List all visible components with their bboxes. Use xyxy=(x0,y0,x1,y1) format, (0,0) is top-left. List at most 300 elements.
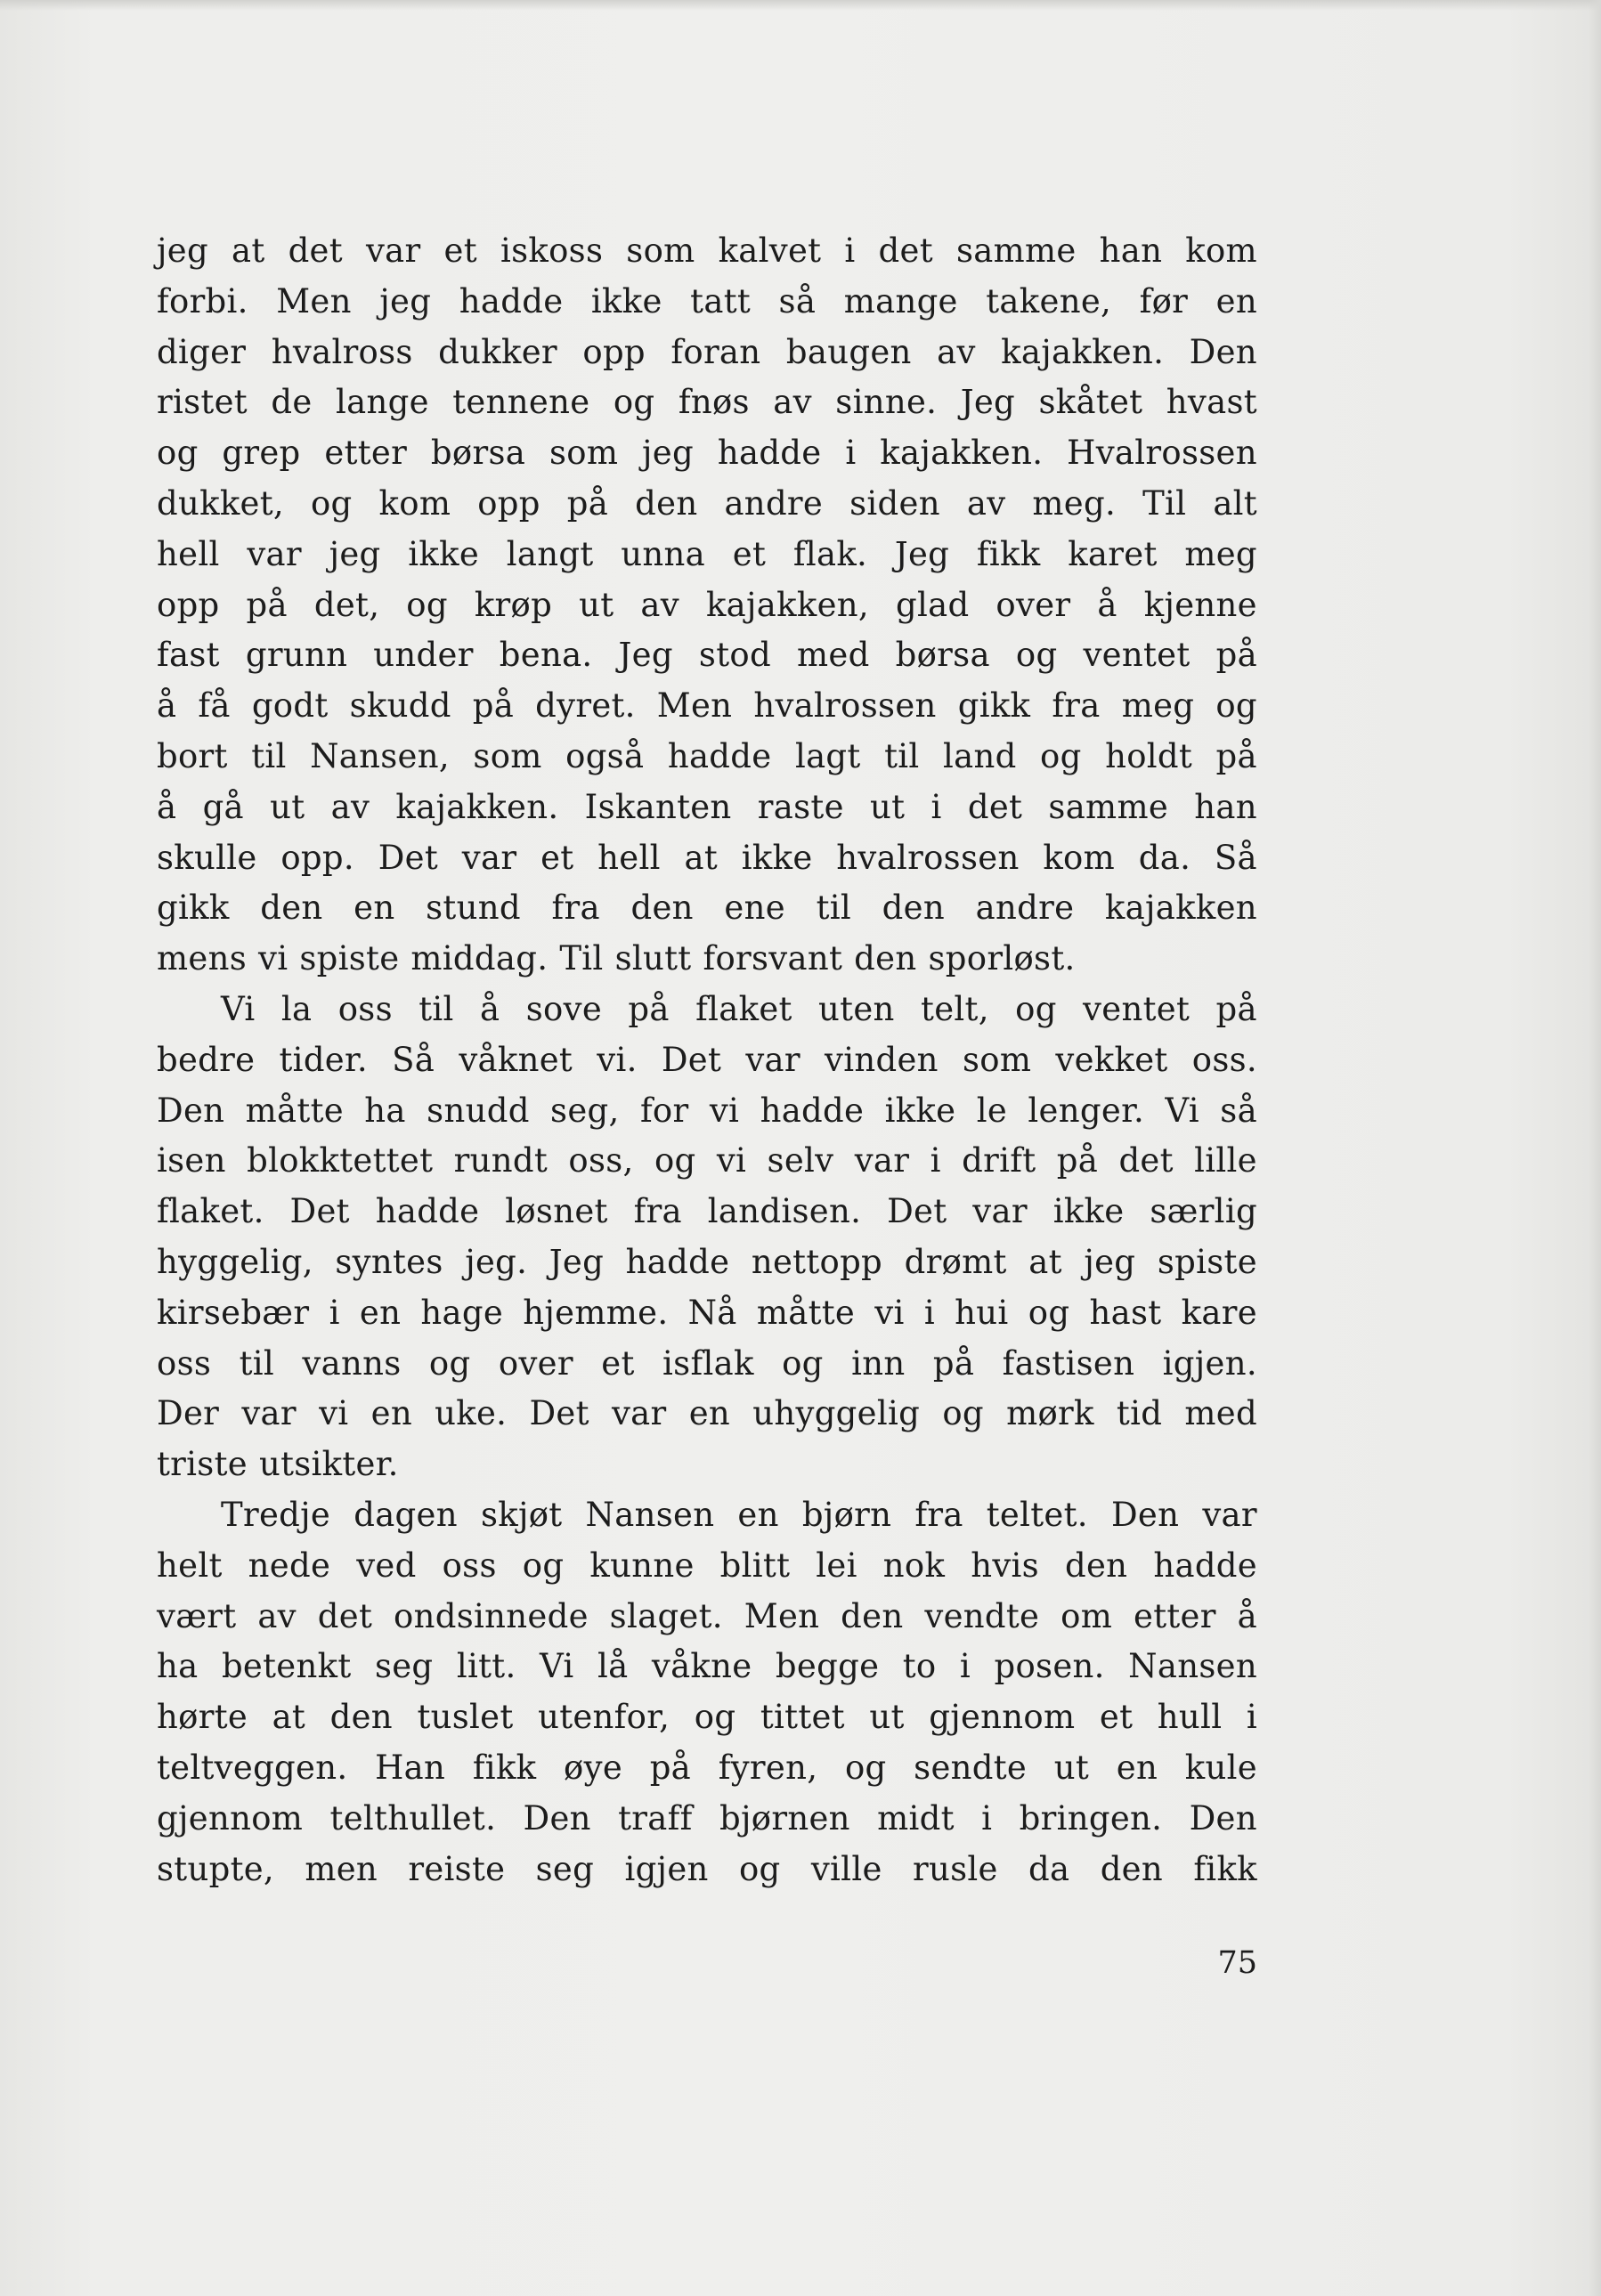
word: tid xyxy=(1116,1394,1163,1433)
word: ikke xyxy=(408,534,480,573)
text-line xyxy=(157,328,1257,378)
word: fra xyxy=(1052,686,1101,726)
word: oss xyxy=(337,989,393,1028)
word: å xyxy=(1237,1596,1257,1635)
word: en xyxy=(370,1394,412,1433)
text-line xyxy=(157,1794,1257,1845)
word: løsnet xyxy=(505,1192,608,1231)
word: at xyxy=(232,231,265,270)
word: fra xyxy=(633,1192,682,1231)
word: glad xyxy=(895,585,970,624)
word: gikk xyxy=(157,888,230,928)
word: hvalrossen xyxy=(753,686,937,726)
word: iskoss xyxy=(500,231,604,270)
word: så xyxy=(1220,1091,1257,1130)
word: med xyxy=(1184,1394,1257,1433)
word: ha xyxy=(364,1091,406,1130)
word: seg xyxy=(535,1849,595,1888)
body-text xyxy=(157,226,1257,1894)
word: stod xyxy=(698,636,771,675)
word: fra xyxy=(551,888,600,928)
word: ventet xyxy=(1083,989,1191,1028)
word: Vi xyxy=(1165,1091,1199,1130)
word: på xyxy=(1215,736,1257,775)
word: ondsinnede xyxy=(394,1596,589,1635)
word: i xyxy=(981,1798,993,1838)
word: jeg xyxy=(1084,1242,1136,1281)
word: reiste xyxy=(408,1849,506,1888)
word: helt xyxy=(157,1546,223,1585)
word: bjørnen xyxy=(719,1798,850,1838)
text-line xyxy=(157,1136,1257,1187)
word: rusle xyxy=(912,1849,998,1888)
word: det xyxy=(967,787,1023,826)
word: et xyxy=(732,534,767,573)
word: var xyxy=(854,1141,910,1180)
text-line xyxy=(157,428,1257,479)
word: ut xyxy=(869,1698,905,1737)
word: øye xyxy=(564,1748,623,1787)
word: nede xyxy=(248,1546,331,1585)
word: Men xyxy=(276,281,352,320)
word: i xyxy=(845,434,857,473)
word: sinne. xyxy=(835,383,938,422)
text-line xyxy=(157,580,1257,631)
word: samme xyxy=(955,231,1077,270)
word: vi xyxy=(874,1293,905,1332)
word: var xyxy=(611,1394,667,1433)
word: to xyxy=(902,1647,937,1686)
word: kajakken, xyxy=(705,585,869,624)
word: flaket xyxy=(695,989,792,1028)
word: Vi xyxy=(221,989,256,1028)
word: etter xyxy=(1134,1596,1216,1635)
word: bort xyxy=(157,736,228,775)
word: og xyxy=(522,1546,565,1585)
word: meg xyxy=(1184,534,1257,573)
word: av xyxy=(966,483,1006,523)
word: han xyxy=(1099,231,1163,270)
word: dyret. xyxy=(535,686,636,726)
word: i xyxy=(931,787,942,826)
word: fast xyxy=(157,636,220,675)
word: fastisen xyxy=(1002,1343,1135,1383)
word: hell xyxy=(157,534,220,573)
word: karet xyxy=(1068,534,1158,573)
word: tuslet xyxy=(417,1698,514,1737)
word: takene, xyxy=(986,281,1112,320)
word: samme xyxy=(1048,787,1169,826)
word: og xyxy=(738,1849,781,1888)
word: på xyxy=(649,1748,692,1787)
word: vært xyxy=(157,1596,237,1635)
word: den xyxy=(630,888,694,928)
word: hadde xyxy=(459,281,564,320)
word: var xyxy=(365,231,421,270)
word: Det xyxy=(887,1192,947,1231)
word: fikk xyxy=(976,534,1041,573)
word: Tredje xyxy=(221,1495,331,1534)
text-line xyxy=(157,377,1257,428)
word: gjennom xyxy=(157,1798,304,1838)
word: betenkt xyxy=(221,1647,352,1686)
word: og xyxy=(1015,636,1058,675)
word: en xyxy=(737,1495,779,1534)
word: kalvet xyxy=(718,231,822,270)
word: kajakken. xyxy=(1001,332,1165,371)
word: over xyxy=(498,1343,573,1383)
word: hadde xyxy=(1153,1546,1257,1585)
word: Det xyxy=(378,838,439,877)
word: det xyxy=(878,231,933,270)
text-line xyxy=(157,1845,1257,1895)
word: av xyxy=(773,383,812,422)
word: den xyxy=(854,939,917,978)
word: på xyxy=(628,989,670,1028)
word: Jeg xyxy=(960,383,1016,422)
word: og xyxy=(406,585,448,624)
word: var xyxy=(972,1192,1028,1231)
word: så xyxy=(778,281,817,320)
word: sporløst. xyxy=(928,939,1076,978)
word: på xyxy=(1215,636,1257,675)
word: stupte, xyxy=(157,1849,274,1888)
word: gjennom xyxy=(929,1698,1076,1737)
word: lange xyxy=(336,383,429,422)
word: spiste xyxy=(1157,1242,1257,1281)
word: og xyxy=(942,1394,984,1433)
word: Nansen, xyxy=(310,736,450,775)
word: at xyxy=(1028,1242,1062,1281)
word: baugen xyxy=(785,332,912,371)
text-line xyxy=(157,1187,1257,1237)
word: de xyxy=(271,383,313,422)
text-line xyxy=(157,1086,1257,1137)
word: Han xyxy=(375,1748,446,1787)
word: til xyxy=(239,1343,274,1383)
word: kare xyxy=(1181,1293,1257,1332)
word: en xyxy=(1215,281,1257,320)
word: isen xyxy=(157,1141,226,1180)
word: ville xyxy=(810,1849,882,1888)
word: rundt xyxy=(453,1141,549,1180)
word: tatt xyxy=(690,281,752,320)
word: børsa xyxy=(895,636,990,675)
word: den xyxy=(1100,1849,1163,1888)
word: som xyxy=(962,1040,1032,1079)
word: vi xyxy=(709,1091,740,1130)
word: oss xyxy=(157,1343,212,1383)
word: blokktettet xyxy=(247,1141,434,1180)
word: sendte xyxy=(914,1748,1028,1787)
word: lille xyxy=(1194,1141,1257,1180)
text-line xyxy=(157,1440,1257,1490)
word: foran xyxy=(670,332,761,371)
word: særlig xyxy=(1150,1192,1257,1231)
word: til xyxy=(419,989,454,1028)
word: opp xyxy=(477,483,540,523)
word: mange xyxy=(843,281,958,320)
word: hadde xyxy=(625,1242,730,1281)
word: fra xyxy=(914,1495,963,1534)
word: tittet xyxy=(760,1698,845,1737)
word: seg, xyxy=(550,1091,620,1130)
word: som xyxy=(473,736,542,775)
word: skulle xyxy=(157,838,257,877)
word: for xyxy=(639,1091,689,1130)
word: Til xyxy=(1142,483,1187,523)
word: syntes xyxy=(335,1242,443,1281)
word: ved xyxy=(356,1546,417,1585)
word: dukket, xyxy=(157,483,284,523)
word: hyggelig, xyxy=(157,1242,313,1281)
word: igjen. xyxy=(1162,1343,1257,1383)
word: opp. xyxy=(280,838,354,877)
word: kajakken. xyxy=(395,787,559,826)
word: teltet. xyxy=(986,1495,1088,1534)
text-line xyxy=(157,1692,1257,1743)
word: Til xyxy=(559,939,604,978)
word: og xyxy=(1028,1293,1070,1332)
word: ristet xyxy=(157,383,248,422)
text-line xyxy=(157,833,1257,884)
text-line xyxy=(157,1592,1257,1643)
word: begge xyxy=(775,1647,880,1686)
word: på xyxy=(1215,989,1257,1028)
text-line xyxy=(157,985,1257,1035)
word: slutt xyxy=(614,939,692,978)
word: krøp xyxy=(474,585,553,624)
word: Den xyxy=(523,1798,591,1838)
word: den xyxy=(329,1698,393,1737)
word: og xyxy=(844,1748,887,1787)
word: hadde xyxy=(760,1091,865,1130)
word: lei xyxy=(816,1546,857,1585)
text-line xyxy=(157,530,1257,580)
word: opp xyxy=(582,332,646,371)
word: i xyxy=(329,1293,340,1332)
word: fikk xyxy=(472,1748,537,1787)
word: hull xyxy=(1157,1698,1223,1737)
word: et xyxy=(443,231,477,270)
word: snudd xyxy=(427,1091,530,1130)
word: få xyxy=(198,686,231,726)
word: den xyxy=(1065,1546,1128,1585)
text-line xyxy=(157,277,1257,328)
page-number: 75 xyxy=(1217,1945,1257,1981)
word: oss xyxy=(442,1546,497,1585)
word: Men xyxy=(744,1596,820,1635)
word: og xyxy=(428,1343,471,1383)
word: kajakken xyxy=(1104,888,1257,928)
text-line xyxy=(157,681,1257,732)
word: Hvalrossen xyxy=(1067,434,1257,473)
word: jeg xyxy=(642,434,694,473)
word: i xyxy=(1246,1698,1257,1737)
word: kule xyxy=(1184,1748,1257,1787)
word: teltveggen. xyxy=(157,1748,348,1787)
word: Den xyxy=(1189,332,1257,371)
word: da. xyxy=(1138,838,1191,877)
word: av xyxy=(257,1596,297,1635)
text-line xyxy=(157,1490,1257,1541)
word: av xyxy=(330,787,370,826)
word: en xyxy=(354,888,395,928)
word: om xyxy=(1061,1596,1113,1635)
word: å xyxy=(1097,585,1117,624)
word: det xyxy=(317,1596,373,1635)
word: ha xyxy=(157,1647,199,1686)
word: hørte xyxy=(157,1698,248,1737)
word: Jeg xyxy=(549,1242,605,1281)
word: Jeg xyxy=(618,636,673,675)
text-line xyxy=(157,1541,1257,1592)
word: hadde xyxy=(375,1192,480,1231)
word: hage xyxy=(420,1293,504,1332)
word: grep xyxy=(222,434,301,473)
page-top-edge xyxy=(0,0,1601,11)
word: meg. xyxy=(1032,483,1117,523)
word: ikke xyxy=(884,1091,956,1130)
word: var xyxy=(461,838,517,877)
word: uten xyxy=(818,989,895,1028)
word: ikke xyxy=(741,838,813,877)
word: posen. xyxy=(994,1647,1105,1686)
text-line xyxy=(157,1035,1257,1086)
word: av xyxy=(640,585,679,624)
word: var xyxy=(241,1394,297,1433)
word: mens xyxy=(157,939,247,978)
word: Jeg xyxy=(894,534,950,573)
word: våknet xyxy=(459,1040,573,1079)
word: vanns xyxy=(302,1343,402,1383)
word: uhyggelig xyxy=(752,1394,921,1433)
word: hvis xyxy=(971,1546,1039,1585)
word: ventet xyxy=(1083,636,1191,675)
word: kirsebær xyxy=(157,1293,310,1332)
word: jeg xyxy=(329,534,381,573)
word: mørk xyxy=(1006,1394,1094,1433)
word: til xyxy=(816,888,852,928)
word: kom xyxy=(1043,838,1115,877)
word: før xyxy=(1139,281,1189,320)
text-line xyxy=(157,1642,1257,1692)
word: utenfor, xyxy=(538,1698,670,1737)
word: kajakken. xyxy=(880,434,1044,473)
word: jeg xyxy=(379,281,432,320)
word: og xyxy=(654,1141,696,1180)
word: vi xyxy=(716,1141,747,1180)
word: ut xyxy=(869,787,906,826)
word: å xyxy=(480,989,500,1028)
word: på xyxy=(1056,1141,1099,1180)
word: lå xyxy=(597,1647,629,1686)
word: kom xyxy=(378,483,451,523)
word: ikke xyxy=(1052,1192,1125,1231)
word: et xyxy=(1099,1698,1134,1737)
word: hvalrossen xyxy=(836,838,1020,877)
word: vi xyxy=(258,939,289,978)
word: på xyxy=(566,483,609,523)
word: over xyxy=(996,585,1071,624)
word: den xyxy=(260,888,323,928)
word: forbi. xyxy=(157,281,248,320)
word: den xyxy=(882,888,945,928)
word: forsvant xyxy=(703,939,843,978)
word: vendte xyxy=(924,1596,1040,1635)
word: seg xyxy=(374,1647,434,1686)
word: skjøt xyxy=(480,1495,563,1534)
word: andre xyxy=(975,888,1075,928)
word: oss, xyxy=(568,1141,634,1180)
word: og xyxy=(157,434,199,473)
word: fikk xyxy=(1193,1849,1257,1888)
text-line xyxy=(157,226,1257,277)
word: igjen xyxy=(624,1849,709,1888)
word: gikk xyxy=(957,686,1031,726)
word: telthullet. xyxy=(329,1798,497,1838)
word: og xyxy=(613,383,655,422)
word: og xyxy=(1040,736,1082,775)
word: lenger. xyxy=(1028,1091,1145,1130)
word: i xyxy=(923,1293,935,1332)
word: andre xyxy=(724,483,824,523)
word: i xyxy=(959,1647,971,1686)
word: av xyxy=(937,332,976,371)
word: hvast xyxy=(1166,383,1257,422)
text-line xyxy=(157,1237,1257,1288)
word: la xyxy=(280,989,313,1028)
word: vinden xyxy=(825,1040,939,1079)
word: Det xyxy=(529,1394,589,1433)
word: måtte xyxy=(245,1091,344,1130)
word: Nansen xyxy=(585,1495,715,1534)
word: et xyxy=(540,838,574,877)
text-line xyxy=(157,630,1257,681)
word: oss. xyxy=(1191,1040,1257,1079)
word: meg xyxy=(1121,686,1195,726)
word: fnøs xyxy=(678,383,750,422)
word: å xyxy=(157,686,177,726)
word: land xyxy=(942,736,1017,775)
word: Vi xyxy=(539,1647,574,1686)
word: en xyxy=(1116,1748,1158,1787)
word: kunne xyxy=(589,1546,695,1585)
word: middag. xyxy=(410,939,549,978)
word: sove xyxy=(525,989,603,1028)
word: kjenne xyxy=(1143,585,1257,624)
word: og xyxy=(694,1698,736,1737)
text-line xyxy=(157,479,1257,530)
word: det, xyxy=(313,585,380,624)
word: den xyxy=(841,1596,904,1635)
word: jeg. xyxy=(465,1242,528,1281)
word: som xyxy=(549,434,619,473)
word: drømt xyxy=(904,1242,1007,1281)
word: men xyxy=(305,1849,378,1888)
word: langt xyxy=(506,534,594,573)
word: flak. xyxy=(792,534,868,573)
word: bena. xyxy=(499,636,593,675)
word: da xyxy=(1028,1849,1070,1888)
word: hjemme. xyxy=(523,1293,669,1332)
word: spiste xyxy=(299,939,400,978)
text-line xyxy=(157,1288,1257,1339)
text-line xyxy=(157,1339,1257,1390)
word: på xyxy=(932,1343,975,1383)
word: måtte xyxy=(756,1293,856,1332)
word: fyren, xyxy=(718,1748,818,1787)
